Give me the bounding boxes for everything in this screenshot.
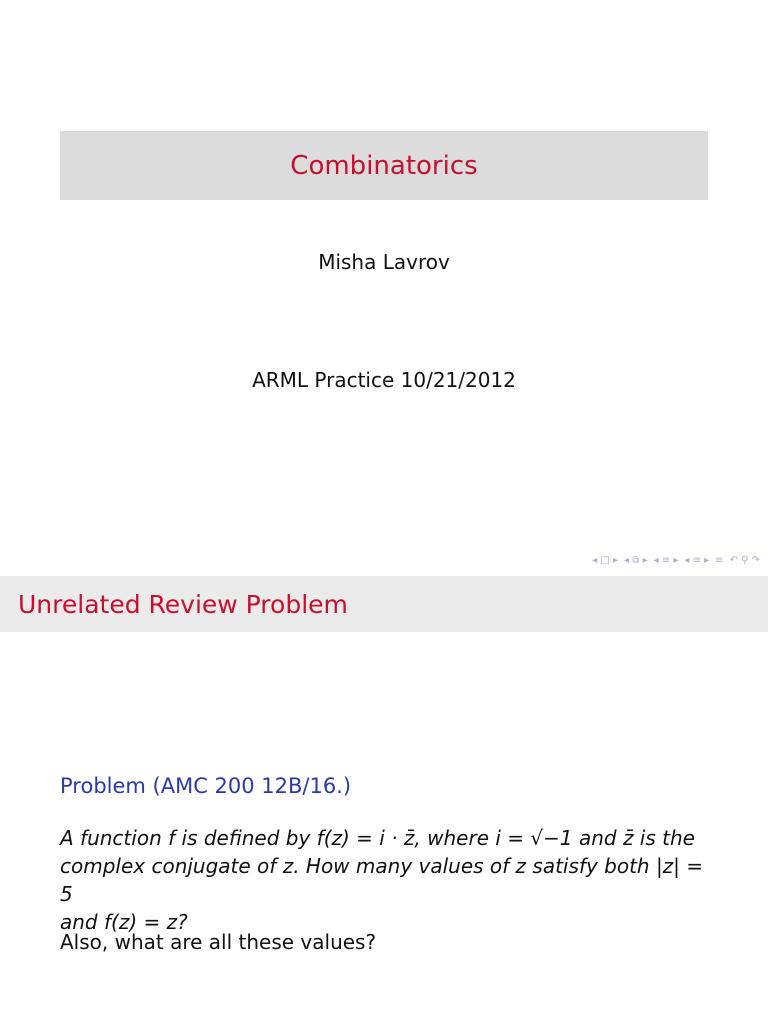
problem-slide: [0, 576, 768, 1024]
presentation-title: Combinatorics: [290, 150, 478, 181]
problem-line-3: and f(z) = z?: [60, 910, 188, 934]
frame-title: Unrelated Review Problem: [18, 590, 348, 619]
nav-first-icon[interactable]: ◂ □ ▸: [592, 555, 619, 566]
title-box: [60, 131, 708, 200]
event-date: ARML Practice 10/21/2012: [252, 368, 516, 392]
followup-question: Also, what are all these values?: [60, 930, 377, 954]
beamer-navigation-bar: [592, 555, 760, 567]
problem-line-1: A function f is defined by f(z) = i · z̄, where i = √−1 and z̄ is the: [60, 826, 695, 850]
nav-frame-icon[interactable]: ◂ ⧉ ▸: [624, 555, 648, 566]
author-name: Misha Lavrov: [318, 250, 450, 274]
problem-statement: [60, 824, 720, 936]
problem-heading: Problem (AMC 200 12B/16.): [60, 774, 352, 798]
nav-section-icon[interactable]: ◂ ≡ ▸: [684, 555, 710, 566]
nav-subsection-icon[interactable]: ◂ ≡ ▸: [653, 555, 679, 566]
problem-line-2: complex conjugate of z. How many values of z satisfy both |z| = 5: [60, 854, 704, 906]
nav-align-icon[interactable]: ≡: [715, 555, 724, 566]
nav-search-icon[interactable]: ↶ ⚲ ↷: [729, 555, 760, 566]
frame-title-bar: [0, 576, 768, 632]
